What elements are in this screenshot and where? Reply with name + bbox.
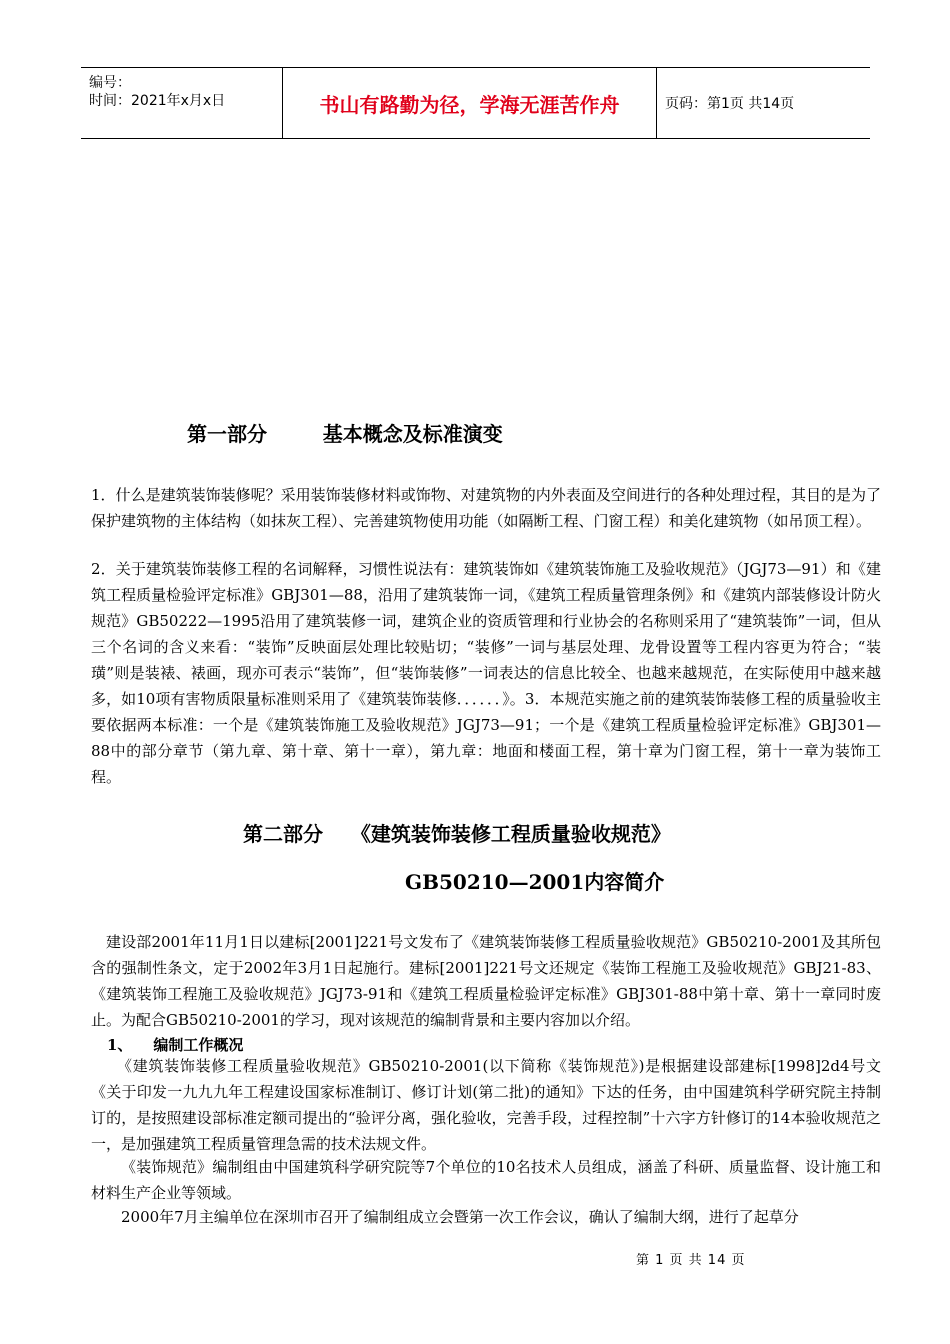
part2-paragraph-2: 《建筑装饰装修工程质量验收规范》GB50210-2001(以下简称《装饰规范》)是根据建设部建标[1998]2d4号文《关于印发一九九九年工程建设国家标准制订、修订计划(第二批)的通知》下达的任务，由中国建筑科学研究院主持制订的，是按照建设部标准定额司提出的“验评分离，强化验收，完善手段，过程控制”十六字方针修订的14本验收规范之一，是加强建筑工程质量管理急需的技术法规文件。: [91, 1057, 881, 1153]
part1-title: 第一部分 基本概念及标准演变: [187, 422, 503, 446]
document-date-label: 时间：2021年x月x日: [89, 93, 226, 109]
header-page-info: 页码：第1页 共14页: [665, 96, 795, 112]
part2-title-line2: GB50210—2001内容简介: [405, 870, 665, 894]
document-code-label: 编号：: [89, 75, 131, 91]
part2-title-line1: 第二部分 《建筑装饰装修工程质量验收规范》: [243, 822, 671, 846]
header-table: [81, 67, 870, 139]
part2-paragraph-1: 建设部2001年11月1日以建标[2001]221号文发布了《建筑装饰装修工程质量验收规范》GB50210-2001及其所包含的强制性条文，定于2002年3月1日起施行。建标[2001]221号文还规定《装饰工程施工及验收规范》GBJ21-83、《建筑装饰工程施工及验收规范》JGJ73-91和《建筑工程质量检验评定标准》GBJ301-88中第十章、第十一章同时废止。为配合GB50210-2001的学习，现对该规范的编制背景和主要内容加以介绍。: [91, 933, 881, 1029]
page-footer: 第 1 页 共 14 页: [636, 1253, 746, 1268]
part2-paragraph-4: 2000年7月主编单位在深圳市召开了编制组成立会暨第一次工作会议，确认了编制大纲，进行了起草分: [121, 1208, 799, 1226]
part1-paragraph-1: 1．什么是建筑装饰装修呢？采用装饰装修材料或饰物、对建筑物的内外表面及空间进行的各种处理过程，其目的是为了保护建筑物的主体结构（如抹灰工程）、完善建筑物使用功能（如隔断工程、门窗工程）和美化建筑物（如吊顶工程）。: [91, 486, 881, 530]
header-meta-cell: [81, 68, 282, 138]
header-motto: 书山有路勤为径，学海无涯苦作舟: [282, 68, 657, 138]
part2-paragraph-3: 《装饰规范》编制组由中国建筑科学研究院等7个单位的10名技术人员组成，涵盖了科研、质量监督、设计施工和材料生产企业等领域。: [91, 1158, 881, 1202]
part1-paragraph-2: 2．关于建筑装饰装修工程的名词解释，习惯性说法有：建筑装饰如《建筑装饰施工及验收规范》（JGJ73—91）和《建筑工程质量检验评定标准》GBJ301—88，沿用了建筑装饰一词，《建筑工程质量管理条例》和《建筑内部装修设计防火规范》GB50222—1995沿用了建筑装修一词，建筑企业的资质管理和行业协会的名称则采用了“建筑装饰”一词，但从三个名词的含义来看：“装饰”反映面层处理比较贴切；“装修”一词与基层处理、龙骨设置等工程内容更为符合；“装璜”则是装裱、裱画，现亦可表示“装饰”，但“装饰装修”一词表达的信息比较全、也越来越规范，在实际使用中越来越多，如10项有害物质限量标准则采用了《建筑装饰装修．．．．．．》。3．本规范实施之前的建筑装饰装修工程的质量验收主要依据两本标准：一个是《建筑装饰施工及验收规范》JGJ73—91；一个是《建筑工程质量检验评定标准》GBJ301—88中的部分章节（第九章、第十章、第十一章），第九章：地面和楼面工程，第十章为门窗工程，第十一章为装饰工程。: [91, 560, 881, 786]
section1-heading: 1、 编制工作概况: [107, 1036, 244, 1054]
